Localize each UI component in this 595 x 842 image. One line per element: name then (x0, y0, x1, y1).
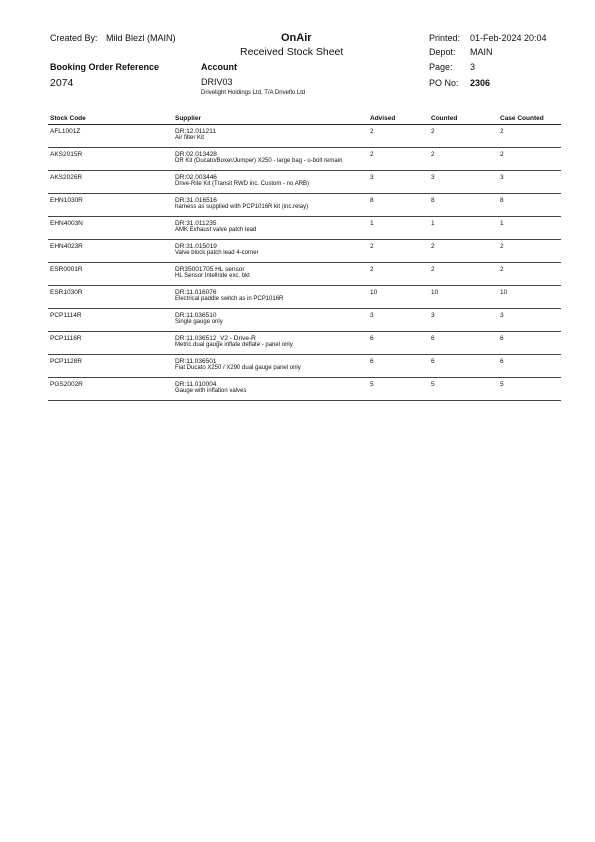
item-description: Valve block patch lead 4-corner (175, 250, 259, 256)
stock-code: AKS2015R (50, 151, 83, 158)
table-row (48, 378, 561, 401)
case-counted-qty: 6 (500, 358, 504, 365)
col-header-supplier: Supplier (175, 115, 202, 122)
advised-qty: 1 (370, 220, 374, 227)
item-description: AMK Exhaust valve patch lead (175, 227, 257, 233)
supplier-code: DR:31.016516 (175, 197, 217, 204)
counted-qty: 6 (431, 335, 435, 342)
printed-label: Printed: (429, 33, 461, 43)
table-row (48, 355, 561, 378)
col-header-counted: Counted (431, 115, 458, 122)
stock-code: PGS2002R (50, 381, 83, 388)
counted-qty: 2 (431, 266, 435, 273)
po-number: 2306 (470, 78, 491, 88)
stock-code: AFL1001Z (50, 128, 81, 135)
item-description: DR Kit (Ducato/Boxer/Jumper) X250 - large bag - u-bolt remain (175, 158, 343, 164)
table-row (48, 125, 561, 148)
stock-code: PCP1114R (50, 312, 82, 319)
counted-qty: 1 (431, 220, 435, 227)
advised-qty: 3 (370, 174, 374, 181)
col-header-case-counted: Case Counted (500, 115, 544, 122)
counted-qty: 2 (431, 128, 435, 135)
item-description: Fiat Ducato X250 / X290 dual gauge panel only (175, 365, 301, 371)
supplier-code: DR:31.011235 (175, 220, 217, 227)
supplier-code: DR:02.003446 (175, 174, 217, 181)
advised-qty: 10 (370, 289, 378, 296)
stock-code: EHN1030R (50, 197, 83, 204)
case-counted-qty: 5 (500, 381, 504, 388)
stock-code: EHN4023R (50, 243, 83, 250)
stock-code: ESR0001R (50, 266, 83, 273)
supplier-code: DR:12.011211 (175, 128, 216, 135)
supplier-code: DR:11.036512_V2 - Drive-R (175, 335, 256, 342)
company-name: OnAir (281, 32, 312, 44)
item-description: harness as supplied with PCP1016R kit (inc.relay) (175, 204, 309, 210)
case-counted-qty: 2 (500, 151, 504, 158)
counted-qty: 8 (431, 197, 435, 204)
advised-qty: 6 (370, 335, 374, 342)
supplier-code: DR:11.036510 (175, 312, 217, 319)
case-counted-qty: 3 (500, 312, 504, 319)
supplier-code: DR:31.015019 (175, 243, 217, 250)
table-row (48, 332, 561, 355)
document-title: Received Stock Sheet (240, 46, 344, 58)
depot-value: MAIN (470, 47, 493, 57)
supplier-code: DR:11.010004 (175, 381, 217, 388)
table-row (48, 171, 561, 194)
table-row (48, 217, 561, 240)
page-label: Page: (429, 62, 453, 72)
case-counted-qty: 2 (500, 266, 504, 273)
stock-code: PCP1128R (50, 358, 83, 365)
counted-qty: 6 (431, 358, 435, 365)
advised-qty: 2 (370, 151, 374, 158)
item-description: Single gauge only (175, 319, 223, 325)
stock-code: PCP1116R (50, 335, 82, 342)
case-counted-qty: 3 (500, 174, 504, 181)
booking-ref-value: 2074 (50, 77, 74, 89)
advised-qty: 2 (370, 128, 374, 135)
table-row (48, 309, 561, 332)
case-counted-qty: 10 (500, 289, 508, 296)
po-label: PO No: (429, 78, 459, 88)
advised-qty: 2 (370, 266, 374, 273)
advised-qty: 6 (370, 358, 374, 365)
table-row (48, 286, 561, 309)
case-counted-qty: 8 (500, 197, 504, 204)
created-by-label: Created By: (50, 33, 98, 43)
created-by-value: Mild Blezl (MAIN) (106, 33, 176, 43)
case-counted-qty: 1 (500, 220, 504, 227)
counted-qty: 2 (431, 151, 435, 158)
col-header-stock-code: Stock Code (50, 115, 86, 122)
depot-label: Depot: (429, 47, 456, 57)
counted-qty: 10 (431, 289, 439, 296)
counted-qty: 2 (431, 243, 435, 250)
item-description: Electrical paddle switch as in PCP1016R (175, 296, 284, 302)
booking-ref-label: Booking Order Reference (50, 62, 160, 72)
counted-qty: 5 (431, 381, 435, 388)
item-description: Drive-Rite Kit (Transit RWD inc. Custom - no ARB) (175, 181, 310, 187)
advised-qty: 5 (370, 381, 374, 388)
advised-qty: 8 (370, 197, 374, 204)
case-counted-qty: 6 (500, 335, 504, 342)
page-number: 3 (470, 62, 476, 72)
account-name: Drivelight Holdings Ltd, T/A Driveflo Ltd (201, 90, 306, 96)
stock-code: ESR1030R (50, 289, 83, 296)
counted-qty: 3 (431, 312, 435, 319)
table-row (48, 148, 561, 171)
item-description: Metric dual gauge inflate deflate - panel only (175, 342, 293, 348)
printed-value: 01-Feb-2024 20:04 (470, 33, 547, 43)
account-label: Account (201, 62, 237, 72)
supplier-code: DR:11.036501 (175, 358, 217, 365)
table-row (48, 240, 561, 263)
item-description: Air filter Kit (175, 135, 205, 141)
supplier-code: DR:11.016076 (175, 289, 217, 296)
table-row (48, 263, 561, 286)
advised-qty: 3 (370, 312, 374, 319)
supplier-code: DR:02.013428 (175, 151, 217, 158)
counted-qty: 3 (431, 174, 435, 181)
col-header-advised: Advised (370, 115, 396, 122)
case-counted-qty: 2 (500, 243, 504, 250)
supplier-code: DR35001705 HL sensor (175, 266, 245, 273)
item-description: HL Sensor Intellride exc. bkt (175, 273, 250, 279)
item-description: Gauge with inflation valves (175, 388, 247, 394)
table-row (48, 194, 561, 217)
stock-code: AKS2026R (50, 174, 83, 181)
case-counted-qty: 2 (500, 128, 504, 135)
stock-code: EHN4003N (50, 220, 83, 227)
advised-qty: 2 (370, 243, 374, 250)
account-code: DRIV03 (201, 77, 233, 87)
